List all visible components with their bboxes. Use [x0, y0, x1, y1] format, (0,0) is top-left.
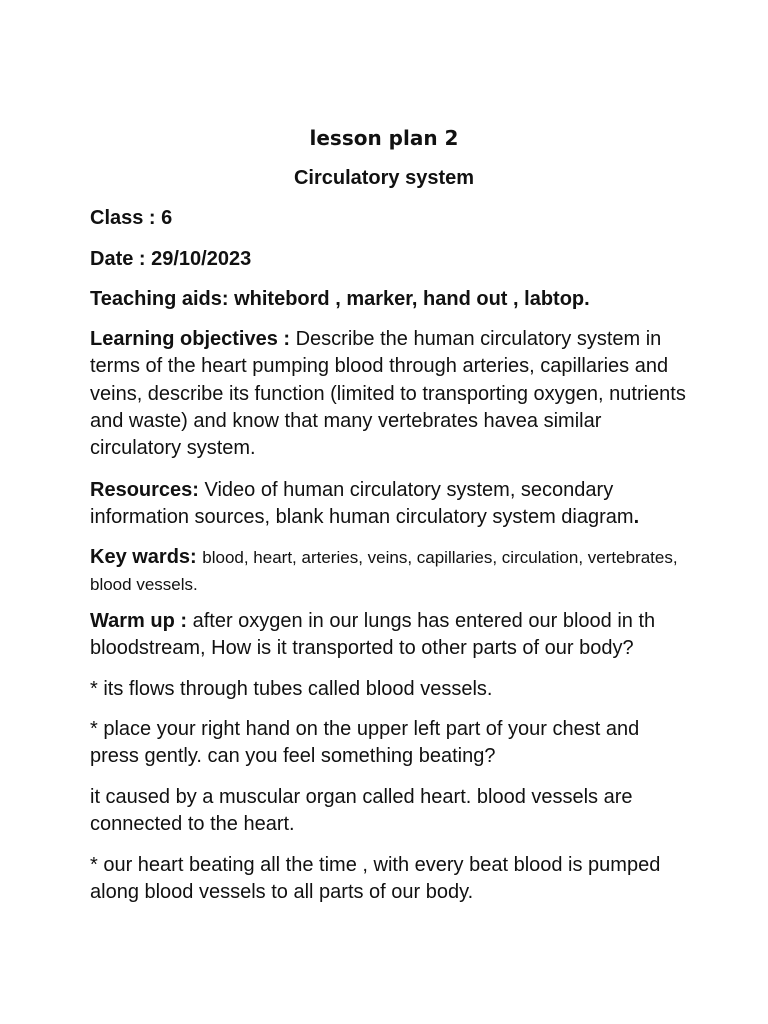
point-2: * place your right hand on the upper left part of your chest and press gently. can you feel something beating? [90, 718, 640, 768]
learning-objectives-label: Learning objectives : [90, 328, 296, 350]
teaching-aids-line: Teaching aids: whitebord , marker, hand out , labtop. [90, 288, 590, 310]
learning-objectives-text: Describe the human circulatory system in terms of the heart pumping blood through arteries, capillaries and veins, describe its function (limited to transporting oxygen, nutrients and waste) and know that many vertebrates havea similar circulatory system. [90, 328, 686, 460]
class-line: Class : 6 [90, 207, 173, 229]
resources-end-period: . [633, 506, 640, 529]
resources-text: Video of human circulatory system, secondary information sources, blank human circulatory system diagram [90, 479, 634, 529]
warm-up-label: Warm up : [90, 610, 193, 632]
warm-up-paragraph [90, 608, 690, 663]
resources-label: Resources: [90, 479, 205, 501]
resources-paragraph [90, 477, 690, 532]
learning-objectives-paragraph [90, 326, 690, 462]
key-words-text: blood, heart, arteries, veins, capillaries, circulation, vertebrates, blood vessels. [90, 548, 678, 594]
key-words-label: Key wards: [90, 546, 203, 568]
document-title: lesson plan 2 [309, 126, 459, 150]
point-4: * our heart beating all the time , with every beat blood is pumped along blood vessels to all parts of our body. [90, 854, 661, 904]
key-words-paragraph [90, 544, 690, 598]
warm-up-text: after oxygen in our lungs has entered our blood in th bloodstream, How is it transported to other parts of our body? [90, 610, 656, 660]
point-1: * its flows through tubes called blood vessels. [90, 678, 493, 700]
document-subtitle: Circulatory system [293, 167, 475, 189]
date-line: Date : 29/10/2023 [90, 248, 252, 270]
point-3: it caused by a muscular organ called heart. blood vessels are connected to the heart. [90, 786, 633, 836]
